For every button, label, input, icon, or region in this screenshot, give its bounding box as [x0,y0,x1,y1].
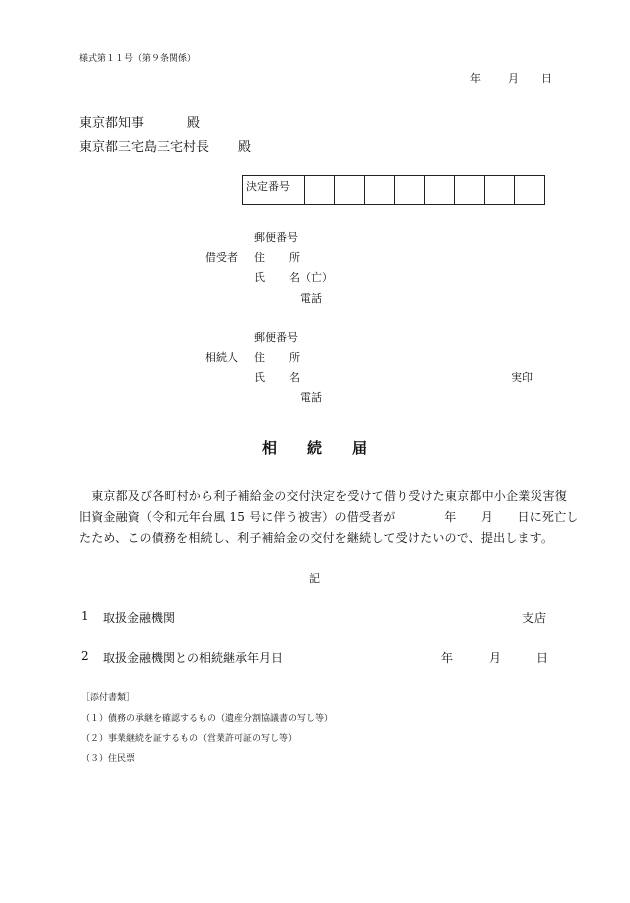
item-2-label: 取扱金融機関との相続継承年月日 [103,651,284,665]
item-1-number: 1 [81,609,89,623]
decision-number-box[interactable] [395,176,425,205]
decision-number-box[interactable] [305,176,335,205]
date-month-label: 月 [508,72,519,85]
date-year-label: 年 [470,72,481,85]
ki-marker: 記 [309,572,320,585]
addressee-mayor: 東京都三宅島三宅村長 [79,140,210,155]
borrower-address-label-2: 所 [289,251,300,264]
addressee-governor: 東京都知事 [79,116,145,131]
item-1-suffix: 支店 [522,611,547,625]
heir-role-label: 相続人 [205,351,238,364]
heir-address-label-2: 所 [289,351,300,364]
addressee-mayor-honorific: 殿 [238,140,252,155]
heir-name-label-1: 氏 [254,371,265,384]
item-2-month: 月 [489,651,502,665]
document-title: 相 続 届 [262,439,368,457]
borrower-role-label: 借受者 [205,251,238,264]
decision-number-table [242,175,545,205]
decision-number-box[interactable] [515,176,545,205]
borrower-name-label-1: 氏 [254,271,265,284]
item-1-label: 取扱金融機関 [103,611,176,625]
borrower-address-label-1: 住 [254,251,265,264]
heir-phone-label: 電話 [300,391,322,404]
item-2-number: 2 [81,649,89,663]
heir-postal-label: 郵便番号 [254,331,298,344]
addressee-governor-honorific: 殿 [187,116,201,131]
borrower-postal-label: 郵便番号 [254,231,298,244]
item-2-year: 年 [441,651,454,665]
attachment-item: （３）住民票 [81,754,136,764]
decision-number-box[interactable] [455,176,485,205]
borrower-name-label-2: 名（亡） [289,271,333,284]
borrower-phone-label: 電話 [300,292,322,305]
item-2-day: 日 [536,651,549,665]
attachment-item: （２）事業継続を証するもの（営業許可証の写し等） [81,734,298,744]
decision-number-box[interactable] [365,176,395,205]
body-line-1: 東京都及び各町村から利子補給金の交付決定を受けて借り受けた東京都中小企業災害復 [79,489,568,503]
body-line-2: 旧資金融資（令和元年台風 15 号に伴う被害）の借受者が 年 月 日に死亡し [79,510,579,524]
form-number: 様式第１１号（第９条関係） [79,54,197,64]
heir-address-label-1: 住 [254,351,265,364]
decision-number-box[interactable] [485,176,515,205]
body-line-3: たため、この債務を相続し、利子補給金の交付を継続して受けたいので、提出します。 [79,531,554,545]
heir-seal-label: 実印 [511,371,533,384]
date-day-label: 日 [541,72,552,85]
decision-number-label: 決定番号 [243,176,305,205]
attachments-heading: ［添付書類］ [81,693,136,703]
decision-number-box[interactable] [335,176,365,205]
attachment-item: （１）債務の承継を確認するもの（遺産分割協議書の写し等） [81,714,334,724]
heir-name-label-2: 名 [289,371,300,384]
decision-number-box[interactable] [425,176,455,205]
